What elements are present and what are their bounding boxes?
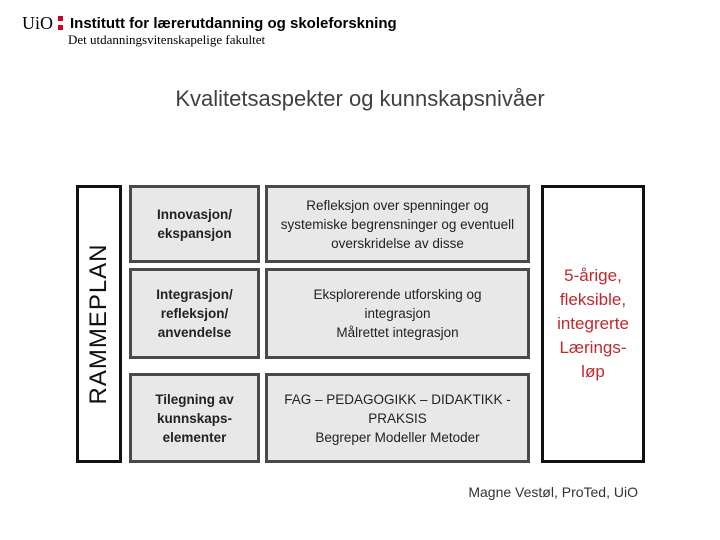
uio-logo-colon-icon — [58, 16, 63, 30]
diagram-title: Kvalitetsaspekter og kunnskapsnivåer — [175, 86, 545, 111]
learning-path-box — [541, 185, 645, 463]
level-integration-description-box — [265, 268, 530, 359]
uio-logo[interactable]: UiO — [22, 12, 53, 33]
level-label: Innovasjon/ ekspansjon — [156, 207, 232, 241]
level-innovation-box — [129, 185, 260, 263]
level-integration-box — [129, 268, 260, 359]
level-acquisition-box — [129, 373, 260, 463]
author-credit: Magne Vestøl, ProTed, UiO — [468, 484, 638, 500]
level-label: Integrasjon/ refleksjon/ anvendelse — [156, 287, 233, 340]
learning-path-label: 5-årige, fleksible, integrerte Lærings- løp — [557, 266, 629, 381]
level-description: Eksplorerende utforsking og integrasjon Målrettet integrasjon — [313, 287, 482, 340]
level-description: FAG – PEDAGOGIKK – DIDAKTIKK - PRAKSIS Begreper Modeller Metoder — [284, 391, 511, 445]
uio-logo-row — [22, 12, 397, 34]
page-header — [22, 12, 397, 34]
faculty-name: Det utdanningsvitenskapelige fakultet — [68, 32, 266, 47]
frame-rammeplan — [76, 185, 122, 463]
institute-name: Institutt for lærerutdanning og skoleforskning — [70, 14, 397, 32]
frame-label: RAMMEPLAN — [85, 243, 112, 405]
level-description: Refleksjon over spenninger og systemiske begrensninger og eventuell overskridelse av disse — [280, 197, 515, 251]
level-innovation-description-box — [265, 185, 530, 263]
level-label: Tilegning av kunnskaps- elementer — [155, 391, 234, 445]
level-acquisition-description-box — [265, 373, 530, 463]
